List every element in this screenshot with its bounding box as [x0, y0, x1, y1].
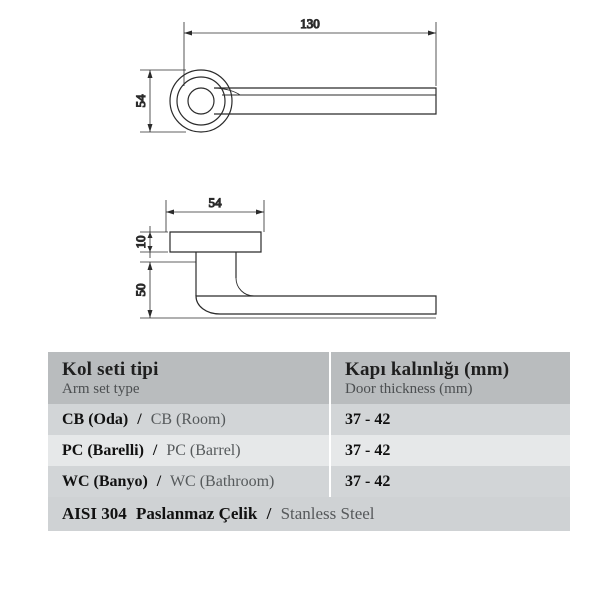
row-thickness-value: 37 - 42 — [345, 410, 391, 428]
lever-arm-top — [214, 88, 436, 114]
dim-height-50 — [140, 262, 436, 318]
row-separator: / — [156, 472, 162, 490]
row-separator: / — [152, 441, 158, 459]
specification-table — [48, 352, 570, 531]
material-name-en: Stanless Steel — [280, 504, 375, 523]
lever-neck-top — [214, 88, 240, 95]
row-thickness-value: 37 - 42 — [345, 441, 391, 459]
cell-door-thickness — [330, 435, 570, 466]
row-type-en: WC (Bathroom) — [169, 472, 275, 490]
rosette-plate-side — [170, 232, 261, 252]
header-cell-door-thickness — [330, 352, 570, 404]
header-arm-set-tr: Kol seti tipi — [62, 358, 159, 380]
dim-label-handle-height: 50 — [133, 283, 148, 297]
cell-arm-set-type — [48, 404, 330, 435]
material-separator: / — [266, 504, 272, 523]
lever-bend-detail — [236, 278, 254, 296]
rosette-outer-circle — [170, 70, 232, 132]
table-row — [48, 466, 570, 497]
cell-material — [48, 497, 570, 531]
row-thickness-value: 37 - 42 — [345, 472, 391, 490]
header-thickness-en: Door thickness (mm) — [345, 380, 473, 397]
header-arm-set-en: Arm set type — [62, 380, 140, 397]
dim-label-rosette-diameter: 54 — [133, 94, 148, 108]
row-separator: / — [137, 410, 142, 428]
dim-length-130 — [184, 22, 436, 86]
row-type-en: CB (Room) — [150, 410, 226, 428]
cell-arm-set-type — [48, 435, 330, 466]
header-cell-arm-set — [48, 352, 330, 404]
row-type-en: PC (Barrel) — [166, 441, 241, 459]
row-type-tr: PC (Barelli) — [62, 441, 144, 459]
rosette-hub-circle — [188, 88, 214, 114]
rosette-inner-circle — [177, 77, 225, 125]
dim-label-side-width: 54 — [208, 195, 222, 210]
header-thickness-tr: Kapı kalınlığı (mm) — [345, 358, 510, 380]
lever-arm-side — [196, 296, 436, 314]
table-footer-row — [48, 497, 570, 531]
table-row — [48, 404, 570, 435]
row-type-tr: CB (Oda) — [62, 410, 129, 428]
material-name-tr: Paslanmaz Çelik — [135, 504, 258, 523]
cell-arm-set-type — [48, 466, 330, 497]
cell-door-thickness — [330, 404, 570, 435]
dim-label-length: 130 — [300, 16, 320, 31]
material-code: AISI 304 — [62, 504, 127, 523]
dim-label-rosette-thickness: 10 — [133, 235, 148, 249]
table-row — [48, 435, 570, 466]
cell-door-thickness — [330, 466, 570, 497]
row-type-tr: WC (Banyo) — [62, 472, 148, 490]
table-header-row — [48, 352, 570, 404]
